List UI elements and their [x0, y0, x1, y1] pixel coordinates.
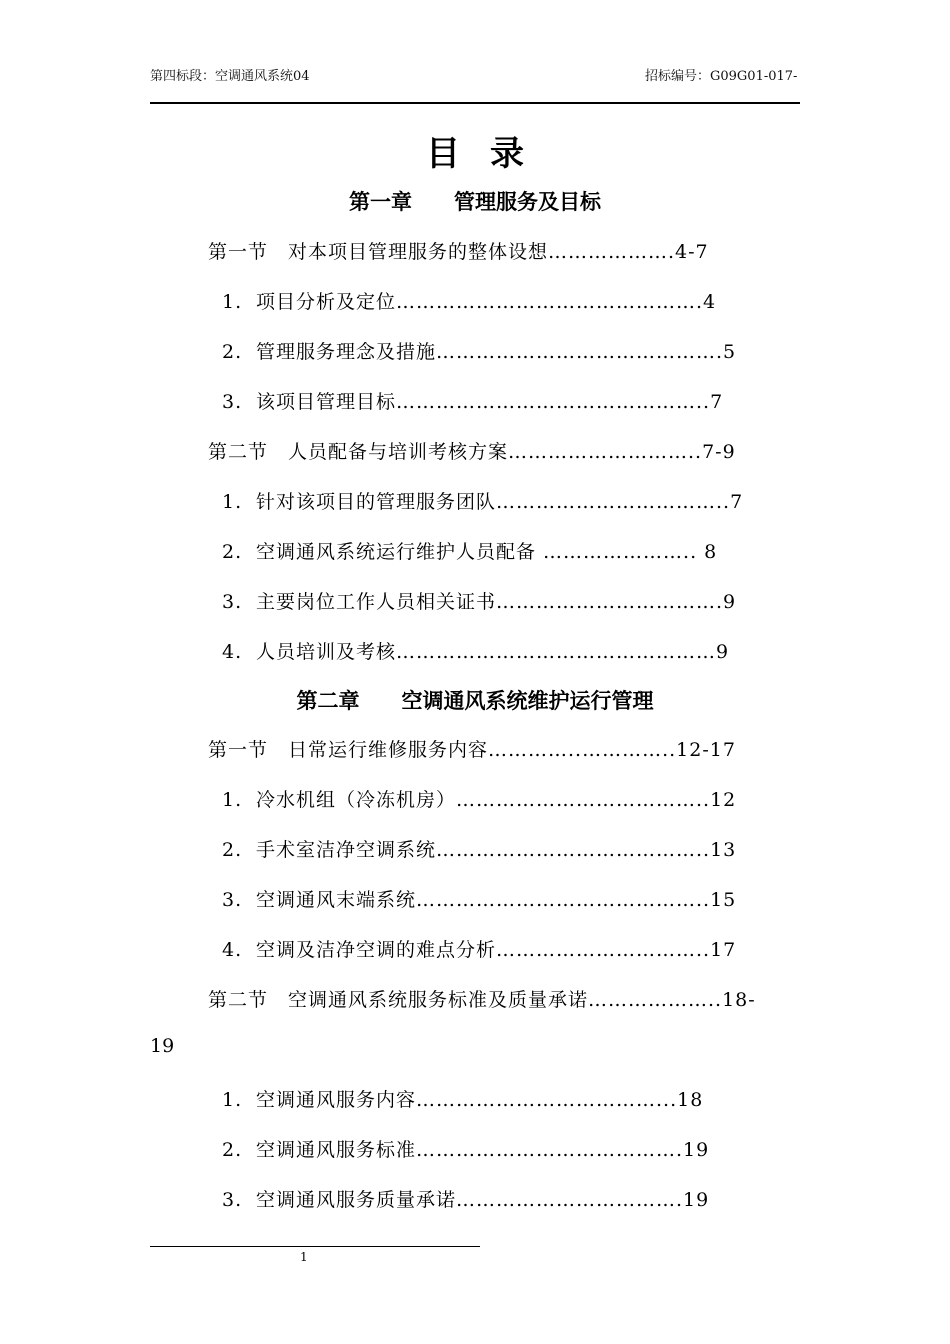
item-text: 主要岗位工作人员相关证书…………………………….9	[256, 591, 737, 613]
item-text: 空调通风系统运行维护人员配备 ………………….. 8	[256, 541, 718, 563]
item-number: 1.	[222, 491, 243, 513]
item-text: 空调通风服务标准………………………………….19	[256, 1139, 710, 1161]
item-text: 空调通风服务内容………………………………...18	[256, 1089, 704, 1111]
toc-item	[222, 637, 729, 664]
item-number: 1.	[222, 291, 243, 313]
item-text: 空调通风服务质量承诺…………………………….19	[256, 1189, 710, 1211]
item-number: 1.	[222, 1089, 243, 1111]
toc-item	[222, 1135, 709, 1162]
footer-rule	[150, 1246, 480, 1247]
item-text: 该项目管理目标………………………………………..7	[256, 391, 724, 413]
item-number: 1.	[222, 789, 243, 811]
item-number: 2.	[222, 839, 243, 861]
toc-item	[222, 387, 723, 414]
toc-section-1-1: 第一节 对本项目管理服务的整体设想……………….4-7	[208, 241, 709, 263]
item-text: 针对该项目的管理服务团队……………………………..7	[256, 491, 744, 513]
header-rule	[150, 102, 800, 104]
toc-section-2-2-page-wrap: 19	[150, 1035, 175, 1057]
toc-item	[222, 1085, 703, 1112]
toc-item	[222, 487, 743, 514]
item-number: 2.	[222, 341, 243, 363]
item-number: 3.	[222, 591, 243, 613]
toc-item	[222, 287, 716, 314]
item-number: 4.	[222, 939, 243, 961]
toc-item	[222, 935, 736, 962]
header-left: 第四标段：空调通风系统04	[150, 69, 310, 84]
item-number: 3.	[222, 1189, 243, 1211]
item-number: 2.	[222, 1139, 243, 1161]
chapter-1-title: 第一章 管理服务及目标	[349, 189, 601, 214]
toc-item	[222, 835, 736, 862]
item-text: 人员培训及考核…………………………………………9	[256, 641, 730, 663]
item-number: 2.	[222, 541, 243, 563]
item-number: 4.	[222, 641, 243, 663]
toc-section-2-2: 第二节 空调通风系统服务标准及质量承诺………………..18-	[208, 989, 756, 1011]
item-text: 冷水机组（冷冻机房）………………………………..12	[256, 789, 737, 811]
header-right: 招标编号：G09G01-017-	[645, 69, 798, 84]
page-title: 目录	[426, 134, 554, 174]
item-text: 手术室洁净空调系统…………………………………..13	[256, 839, 737, 861]
toc-section-1-2: 第二节 人员配备与培训考核方案………………………..7-9	[208, 441, 736, 463]
item-number: 3.	[222, 391, 243, 413]
toc-item	[222, 537, 717, 564]
item-text: 空调通风末端系统……………………………………..15	[256, 889, 737, 911]
toc-item	[222, 337, 736, 364]
item-number: 3.	[222, 889, 243, 911]
item-text: 管理服务理念及措施…………………………………….5	[256, 341, 737, 363]
item-text: 项目分析及定位……………………………………….4	[256, 291, 717, 313]
toc-item	[222, 885, 736, 912]
item-text: 空调及洁净空调的难点分析…………………………..17	[256, 939, 737, 961]
toc-item	[222, 1185, 709, 1212]
toc-item	[222, 587, 736, 614]
chapter-2-title: 第二章 空调通风系统维护运行管理	[296, 688, 654, 713]
toc-section-2-1: 第一节 日常运行维修服务内容…………..…………..12-17	[208, 739, 736, 761]
toc-item	[222, 785, 736, 812]
page-number: 1	[300, 1250, 308, 1264]
